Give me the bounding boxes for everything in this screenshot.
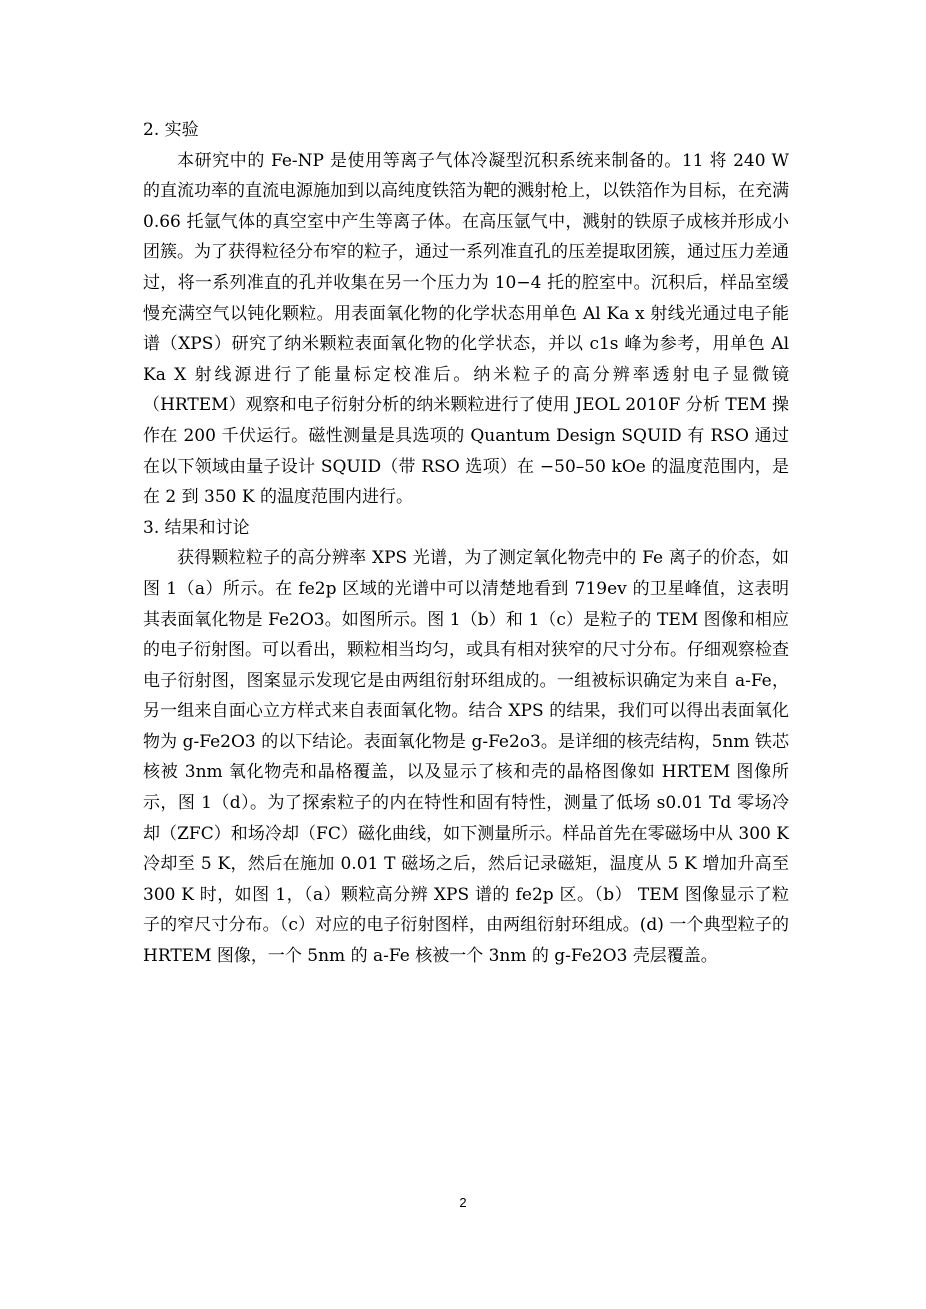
results-paragraph: 获得颗粒粒子的高分辨率 XPS 光谱，为了测定氧化物壳中的 Fe 离子的价态，如图 1（a）所示。在 fe2p 区域的光谱中可以清楚地看到 719ev 的卫星峰值，这表明其表面氧化物是 Fe2O3。如图所示。图 1（b）和 1（c）是粒子的 TEM 图像和相应的电子衍射图。可以看出，颗粒相当均匀，或具有相对狭窄的尺寸分布。仔细观察检查电子衍射图，图案显示发现它是由两组衍射环组成的。一组被标识确定为来自 a-Fe，另一组来自面心立方样式来自表面氧化物。结合 XPS 的结果，我们可以得出表面氧化物为 g-Fe2O3 的以下结论。表面氧化物是 g-Fe2o3。是详细的核壳结构，5nm 铁芯核被 3nm 氧化物壳和晶格覆盖，以及显示了核和壳的晶格图像如 HRTEM 图像所示，图 1（d）。为了探索粒子的内在特性和固有特性，测量了低场 s0.01 Td 零场冷却（ZFC）和场冷却（FC）磁化曲线，如下测量所示。样品首先在零磁场中从 300 K 冷却至 5 K，然后在施加 0.01 T 磁场之后，然后记录磁矩，温度从 5 K 增加升高至 300 K 时，如图 1，（a）颗粒高分辨 XPS 谱的 fe2p 区。（b） TEM 图像显示了粒子的窄尺寸分布。（c）对应的电子衍射图样，由两组衍射环组成。(d) 一个典型粒子的 HRTEM 图像，一个 5nm 的 a-Fe 核被一个 3nm 的 g-Fe2O3 壳层覆盖。: [143, 548, 789, 967]
section-heading-experiment: 2. 实验: [143, 120, 199, 140]
page-number: 2: [459, 1195, 467, 1210]
section-heading-results: 3. 结果和讨论: [143, 517, 250, 538]
experiment-paragraph: 本研究中的 Fe-NP 是使用等离子气体冷凝型沉积系统来制备的。11 将 240 W 的直流功率的直流电源施加到以高纯度铁箔为靶的溅射枪上，以铁箔作为目标，在充满 0.66 托氩气体的真空室中产生等离子体。在高压氩气中，溅射的铁原子成核并形成小团簇。为了获得粒径分布窄的粒子，通过一系列准直孔的压差提取团簇，通过压力差通过，将一系列准直的孔并收集在另一个压力为 10−4 托的腔室中。沉积后，样品室缓慢充满空气以钝化颗粒。用表面氧化物的化学状态用单色 Al Ka x 射线光通过电子能谱（XPS）研究了纳米颗粒表面氧化物的化学状态，并以 c1s 峰为参考，用单色 Al Ka X 射线源进行了能量标定校准后。纳米粒子的高分辨率透射电子显微镜（HRTEM）观察和电子衍射分析的纳米颗粒进行了使用 JEOL 2010F 分析 TEM 操作在 200 千伏运行。磁性测量是具选项的 Quantum Design SQUID 有 RSO 通过在以下领域由量子设计 SQUID（带 RSO 选项）在 −50–50 kOe 的温度范围内，是在 2 到 350 K 的温度范围内进行。: [143, 150, 790, 508]
body-text: [143, 115, 789, 972]
